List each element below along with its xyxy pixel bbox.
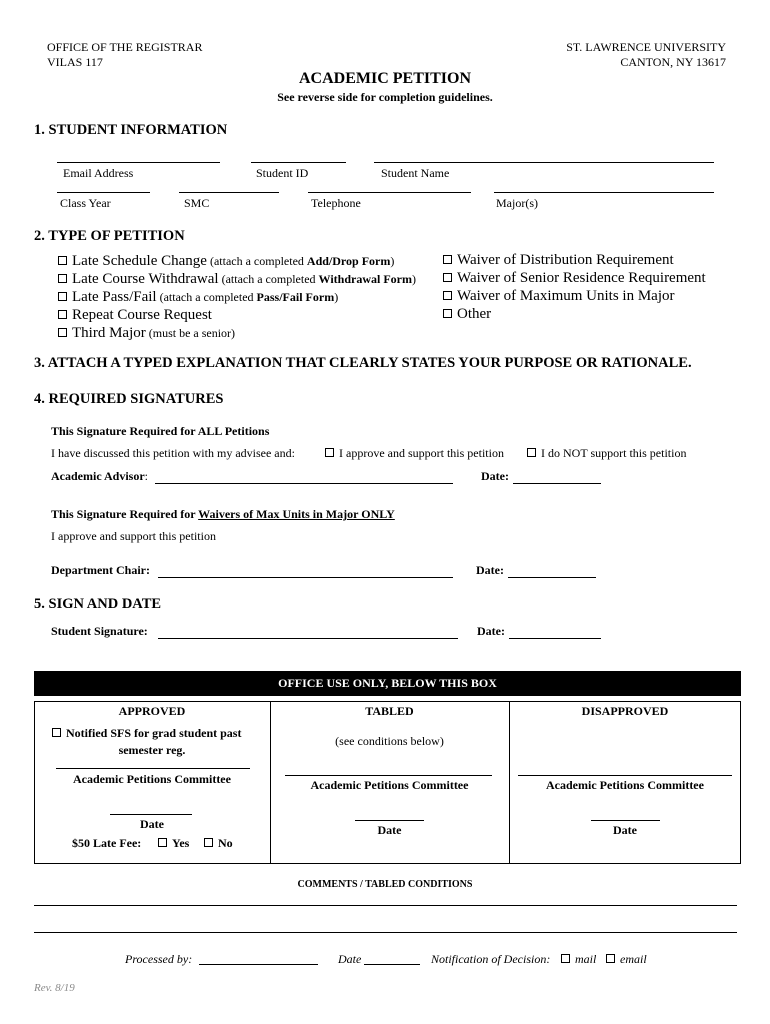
section-explanation-heading: 3. ATTACH A TYPED EXPLANATION THAT CLEARLY STATES YOUR PURPOSE OR RATIONALE. <box>34 355 692 371</box>
option-waiver-distribution[interactable] <box>443 252 674 269</box>
option-label: Yes <box>172 836 190 850</box>
tabled-date-label: Date <box>377 823 402 837</box>
page-subtitle: See reverse side for completion guidelines. <box>277 90 493 104</box>
student-signature-field[interactable] <box>158 638 458 639</box>
processed-by-field[interactable] <box>199 964 318 965</box>
chair-date-label: Date: <box>476 563 504 577</box>
option-late-pass-fail[interactable] <box>58 288 338 306</box>
notify-email-option[interactable] <box>606 952 647 967</box>
see-conditions-text: (see conditions below) <box>335 734 444 748</box>
checkbox[interactable] <box>58 256 67 265</box>
option-note: (attach a completed <box>156 290 257 304</box>
option-label: mail <box>575 952 597 966</box>
student-id-field[interactable] <box>251 162 346 163</box>
late-fee-no[interactable] <box>204 836 233 851</box>
option-note-end: ) <box>411 272 416 286</box>
checkbox[interactable] <box>58 292 67 301</box>
option-label: Notified SFS for grad student past <box>66 726 242 740</box>
tabled-date-field[interactable] <box>355 820 424 821</box>
notify-mail-option[interactable] <box>561 952 596 967</box>
student-name-field[interactable] <box>374 162 714 163</box>
approved-date-label: Date <box>140 817 164 831</box>
approved-date-field[interactable] <box>110 814 192 815</box>
checkbox[interactable] <box>58 310 67 319</box>
section-type-heading: 2. TYPE OF PETITION <box>34 228 185 244</box>
option-label: Waiver of Senior Residence Requirement <box>457 270 706 286</box>
option-advisor-not-support[interactable] <box>527 446 686 461</box>
option-label: Waiver of Maximum Units in Major <box>457 288 675 304</box>
section-sign-heading: 5. SIGN AND DATE <box>34 596 162 612</box>
checkbox[interactable] <box>443 273 452 282</box>
student-date-field[interactable] <box>509 638 601 639</box>
option-label: Late Schedule Change <box>72 253 207 269</box>
university-name: ST. LAWRENCE UNIVERSITY <box>566 40 726 54</box>
disapproved-signature-field[interactable] <box>518 775 732 776</box>
approved-heading: APPROVED <box>118 704 186 718</box>
chair-label: Department Chair: <box>51 563 150 577</box>
footer-date-label: Date <box>338 952 362 966</box>
option-label: I approve and support this petition <box>339 446 504 460</box>
option-form: Pass/Fail Form <box>256 290 335 304</box>
waiver-approve-text: I approve and support this petition <box>51 529 216 543</box>
approved-signature-field[interactable] <box>56 768 250 769</box>
section-signatures-heading: 4. REQUIRED SIGNATURES <box>34 391 224 407</box>
checkbox[interactable] <box>443 309 452 318</box>
option-waiver-max-units[interactable] <box>443 288 675 305</box>
comments-line-1[interactable] <box>34 905 737 906</box>
tabled-signature-field[interactable] <box>285 775 492 776</box>
option-label: Late Course Withdrawal <box>72 271 219 287</box>
telephone-field[interactable] <box>308 192 471 193</box>
section-student-info-heading: 1. STUDENT INFORMATION <box>34 122 228 138</box>
disapproved-committee-label: Academic Petitions Committee <box>546 778 704 792</box>
advisor-date-field[interactable] <box>513 483 601 484</box>
disapproved-date-field[interactable] <box>591 820 660 821</box>
checkbox[interactable] <box>58 274 67 283</box>
comments-heading: COMMENTS / TABLED CONDITIONS <box>297 879 473 890</box>
majors-label: Major(s) <box>496 196 538 210</box>
email-field[interactable] <box>57 162 220 163</box>
smc-label: SMC <box>184 196 210 210</box>
smc-field[interactable] <box>179 192 279 193</box>
checkbox[interactable] <box>52 728 61 737</box>
student-signature-label: Student Signature: <box>51 624 148 638</box>
option-note: (must be a senior) <box>145 326 236 340</box>
revision-label: Rev. 8/19 <box>34 982 75 994</box>
student-id-label: Student ID <box>256 166 309 180</box>
option-note-end: ) <box>390 254 395 268</box>
option-form: Withdrawal Form <box>318 272 412 286</box>
email-label: Email Address <box>63 166 134 180</box>
waiver-signature-title: This Signature Required for Waivers of Max Units in Major ONLY <box>51 507 395 521</box>
checkbox[interactable] <box>527 448 536 457</box>
option-repeat-course[interactable] <box>58 306 212 324</box>
option-form: Add/Drop Form <box>306 254 391 268</box>
office-label: OFFICE OF THE REGISTRAR <box>47 40 203 54</box>
checkbox[interactable] <box>158 838 167 847</box>
telephone-label: Telephone <box>311 196 361 210</box>
option-label: email <box>620 952 647 966</box>
processed-label: Processed by: <box>125 952 193 966</box>
tabled-committee-label: Academic Petitions Committee <box>310 778 469 792</box>
chair-signature-field[interactable] <box>158 577 453 578</box>
student-name-label: Student Name <box>381 166 450 180</box>
option-other[interactable] <box>443 306 491 323</box>
checkbox[interactable] <box>58 328 67 337</box>
option-label: Other <box>457 306 492 322</box>
option-label: Repeat Course Request <box>72 307 212 323</box>
checkbox[interactable] <box>443 255 452 264</box>
option-late-course-withdrawal[interactable] <box>58 270 416 288</box>
option-label: I do NOT support this petition <box>541 446 687 460</box>
checkbox[interactable] <box>606 954 615 963</box>
late-fee-label: $50 Late Fee: <box>72 836 142 850</box>
tabled-heading: TABLED <box>365 704 414 718</box>
office-use-banner: OFFICE USE ONLY, BELOW THIS BOX <box>34 671 741 696</box>
option-label: No <box>218 836 233 850</box>
late-fee-yes[interactable] <box>158 836 189 851</box>
option-advisor-approve[interactable] <box>325 446 504 461</box>
checkbox[interactable] <box>204 838 213 847</box>
page-title: ACADEMIC PETITION <box>298 70 471 87</box>
office-room: VILAS 117 <box>47 55 103 69</box>
class-year-field[interactable] <box>57 192 150 193</box>
class-year-label: Class Year <box>60 196 111 210</box>
disapproved-date-label: Date <box>613 823 637 837</box>
checkbox[interactable] <box>561 954 570 963</box>
option-label: Late Pass/Fail <box>72 289 157 305</box>
discussed-text: I have discussed this petition with my advisee and: <box>51 446 295 460</box>
checkbox[interactable] <box>325 448 334 457</box>
approved-committee-label: Academic Petitions Committee <box>73 772 231 786</box>
option-label: Waiver of Distribution Requirement <box>457 252 674 268</box>
disapproved-heading: DISAPPROVED <box>581 704 669 718</box>
university-city: CANTON, NY 13617 <box>620 55 726 69</box>
majors-field[interactable] <box>494 192 714 193</box>
option-notified-sfs[interactable] <box>52 726 241 741</box>
option-note-end: ) <box>334 290 339 304</box>
footer-date-field[interactable] <box>364 964 420 965</box>
advisor-label: Academic Advisor: <box>51 469 148 483</box>
chair-date-field[interactable] <box>508 577 596 578</box>
advisor-date-label: Date: <box>481 469 509 483</box>
student-date-label: Date: <box>477 624 505 638</box>
option-late-schedule-change[interactable] <box>58 252 394 270</box>
option-note: (attach a completed <box>206 254 307 268</box>
notified-line-2: semester reg. <box>118 743 186 757</box>
option-note: (attach a completed <box>218 272 319 286</box>
all-petitions-title: This Signature Required for ALL Petitions <box>51 424 270 438</box>
advisor-signature-field[interactable] <box>155 483 453 484</box>
option-third-major[interactable] <box>58 324 235 342</box>
comments-line-2[interactable] <box>34 932 737 933</box>
checkbox[interactable] <box>443 291 452 300</box>
notification-label: Notification of Decision: <box>431 952 551 966</box>
option-label: Third Major <box>72 325 146 341</box>
option-waiver-senior-residence[interactable] <box>443 270 706 287</box>
